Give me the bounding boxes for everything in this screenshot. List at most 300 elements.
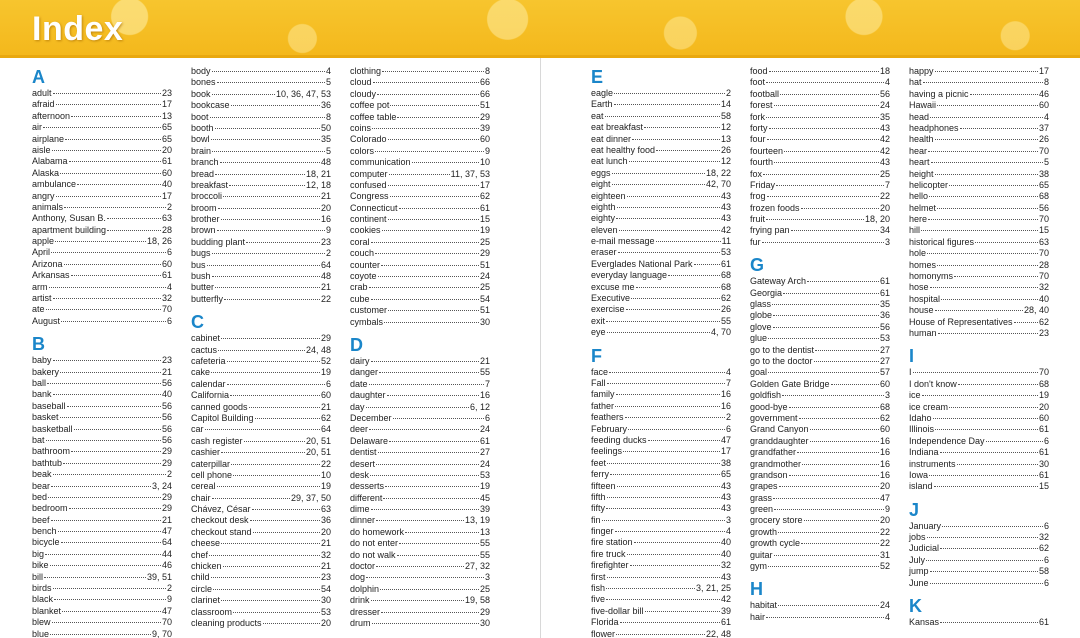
entry-term: confused (350, 179, 387, 190)
index-entry (591, 156, 731, 167)
dot-leader (929, 196, 1038, 197)
entry-pages: 61 (720, 617, 731, 628)
entry-term: budding plant (191, 236, 246, 247)
entry-term: April (32, 247, 51, 258)
entry-term: family (591, 389, 615, 400)
entry-term: coffee table (350, 111, 397, 122)
entry-pages: 26 (720, 144, 731, 155)
entry-term: cookies (350, 225, 381, 236)
index-entry (591, 458, 731, 469)
entry-term: hospital (909, 293, 941, 304)
entry-pages: 54 (479, 293, 490, 304)
dot-leader (233, 475, 320, 476)
index-entry (591, 481, 731, 492)
index-entry (191, 112, 331, 123)
entry-pages: 16 (720, 389, 731, 400)
entry-term: January (909, 520, 942, 531)
dot-leader (935, 429, 1038, 430)
index-entry (591, 327, 731, 338)
section-letter-c: C (191, 312, 204, 333)
entry-pages: 3 (884, 390, 890, 401)
entry-pages: 48 (320, 157, 331, 168)
dot-leader (67, 406, 161, 407)
dot-leader (217, 486, 320, 487)
index-entry (591, 213, 731, 224)
entry-term: I don't know (909, 378, 957, 389)
dot-leader (65, 139, 161, 140)
dot-leader (229, 185, 305, 186)
index-entry (350, 470, 490, 481)
entry-term: goal (750, 367, 768, 378)
entry-term: butter (191, 282, 215, 293)
entry-pages: 32 (161, 293, 172, 304)
entry-pages: 14 (720, 99, 731, 110)
index-entry (350, 169, 490, 180)
entry-term: afternoon (32, 110, 71, 121)
entry-pages: 60 (161, 258, 172, 269)
index-entry (191, 77, 331, 88)
index-entry (191, 584, 331, 595)
dot-leader (797, 452, 879, 453)
entry-pages: 47 (161, 526, 172, 537)
dot-leader (807, 281, 879, 282)
dot-leader (774, 105, 879, 106)
entry-pages: 26 (720, 304, 731, 315)
index-entry (591, 549, 731, 560)
index-entry (191, 413, 331, 424)
entry-pages: 3, 24 (151, 480, 172, 491)
entry-term: Colorado (350, 134, 387, 145)
entry-term: air (32, 122, 43, 133)
dot-leader (931, 162, 1043, 163)
entry-pages: 61 (479, 202, 490, 213)
entry-pages: 17 (161, 190, 172, 201)
entry-pages: 56 (161, 434, 172, 445)
index-entry (191, 470, 331, 481)
entry-pages: 6 (325, 378, 331, 389)
entry-term: e-mail message (591, 236, 655, 247)
entry-term: dresser (350, 606, 381, 617)
dot-leader (766, 617, 884, 618)
dot-leader (815, 350, 879, 351)
entry-pages: 19 (479, 481, 490, 492)
entry-pages: 70 (1038, 367, 1049, 378)
dot-leader (935, 139, 1038, 140)
index-entry (32, 304, 172, 315)
dot-leader (376, 520, 464, 521)
index-column-3 (350, 66, 490, 629)
entry-pages: 12 (720, 122, 731, 133)
dot-leader (629, 161, 720, 162)
index-entry (191, 424, 331, 435)
entry-pages: 27, 32 (464, 561, 490, 572)
dot-leader (77, 184, 161, 185)
dot-leader (941, 299, 1038, 300)
entry-pages: 42 (879, 145, 890, 156)
entry-term: fire truck (591, 548, 626, 559)
entry-pages: 60 (320, 390, 331, 401)
dot-leader (221, 219, 320, 220)
index-entry (591, 99, 731, 110)
index-entry (350, 214, 490, 225)
entry-term: fire station (591, 537, 633, 548)
index-entry (350, 424, 490, 435)
index-entry (32, 481, 172, 492)
dot-leader (371, 299, 479, 300)
index-column-6 (909, 66, 1049, 628)
entry-pages: 5 (1043, 157, 1049, 168)
index-entry (350, 146, 490, 157)
entry-term: counter (350, 259, 381, 270)
dot-leader (928, 151, 1038, 152)
entry-term: fifth (591, 491, 606, 502)
entry-pages: 43 (720, 480, 731, 491)
entry-pages: 18, 20 (864, 214, 890, 225)
index-entry (591, 270, 731, 281)
dot-leader (615, 406, 720, 407)
entry-pages: 40 (720, 548, 731, 559)
entry-term: cabinet (191, 333, 221, 344)
entry-term: black (32, 594, 54, 605)
index-entry (750, 66, 890, 77)
dot-leader (617, 207, 720, 208)
index-entry (32, 560, 172, 571)
entry-term: car (191, 424, 204, 435)
entry-pages: 23 (1038, 327, 1049, 338)
dot-leader (69, 508, 161, 509)
dot-leader (382, 230, 479, 231)
entry-pages: 9 (325, 225, 331, 236)
index-entry (909, 543, 1049, 554)
entry-pages: 55 (479, 367, 490, 378)
entry-pages: 61 (161, 156, 172, 167)
entry-pages: 35 (879, 299, 890, 310)
entry-pages: 65 (720, 469, 731, 480)
entry-pages: 16 (479, 390, 490, 401)
entry-pages: 35 (320, 134, 331, 145)
dot-leader (43, 127, 161, 128)
entry-pages: 61 (1038, 617, 1049, 628)
index-entry (350, 66, 490, 77)
index-entry (32, 367, 172, 378)
entry-term: California (191, 390, 230, 401)
entry-pages: 32 (1038, 532, 1049, 543)
entry-pages: 39 (720, 605, 731, 616)
entry-term: ice (909, 390, 921, 401)
dot-leader (366, 577, 484, 578)
entry-pages: 65 (1038, 179, 1049, 190)
index-entry (32, 389, 172, 400)
dot-leader (606, 321, 720, 322)
entry-term: bugs (191, 248, 211, 259)
index-entry (191, 493, 331, 504)
index-entry (191, 481, 331, 492)
dot-leader (922, 395, 1038, 396)
entry-pages: 45 (479, 492, 490, 503)
entry-term: crab (350, 282, 368, 293)
entry-term: bones (191, 77, 216, 88)
dot-leader (609, 372, 725, 373)
entry-pages: 22 (320, 293, 331, 304)
index-entry (591, 492, 731, 503)
dot-leader (50, 634, 151, 635)
dot-leader (774, 555, 879, 556)
index-entry (591, 88, 731, 99)
entry-term: coins (350, 122, 372, 133)
entry-term: cloud (350, 77, 372, 88)
index-entry (350, 447, 490, 458)
section-letter-i: I (909, 346, 915, 367)
dot-leader (913, 372, 1038, 373)
dot-leader (223, 566, 320, 567)
entry-term: hear (909, 145, 928, 156)
dot-leader (212, 498, 290, 499)
entry-pages: 57 (879, 367, 890, 378)
dot-leader (810, 441, 879, 442)
index-entry (191, 294, 331, 305)
index-entry (350, 356, 490, 367)
index-entry (32, 88, 172, 99)
index-entry (591, 617, 731, 628)
dot-leader (61, 542, 161, 543)
entry-pages: 32 (320, 549, 331, 560)
dot-leader (51, 520, 161, 521)
dot-leader (221, 543, 320, 544)
entry-pages: 18, 21 (305, 168, 331, 179)
entry-pages: 5 (325, 77, 331, 88)
dot-leader (371, 509, 479, 510)
dot-leader (375, 151, 484, 152)
index-entry (32, 293, 172, 304)
dot-leader (371, 600, 464, 601)
dot-leader (804, 520, 879, 521)
dot-leader (616, 218, 720, 219)
entry-pages: 68 (879, 401, 890, 412)
entry-pages: 16 (879, 447, 890, 458)
entry-pages: 61 (879, 287, 890, 298)
index-entry (32, 355, 172, 366)
index-entry (909, 424, 1049, 435)
dot-leader (223, 196, 320, 197)
dot-leader (366, 407, 469, 408)
index-entry (32, 503, 172, 514)
entry-term: grocery store (750, 515, 803, 526)
entry-term: cactus (191, 344, 218, 355)
dot-leader (55, 241, 146, 242)
index-entry (32, 179, 172, 190)
entry-term: exercise (591, 304, 625, 315)
dot-leader (954, 276, 1038, 277)
index-entry (750, 612, 890, 623)
entry-pages: 19 (320, 481, 331, 492)
entry-pages: 6 (1043, 577, 1049, 588)
index-entry (191, 248, 331, 259)
entry-pages: 42 (720, 594, 731, 605)
entry-term: eat lunch (591, 156, 628, 167)
entry-pages: 43 (720, 503, 731, 514)
entry-term: Everglades National Park (591, 258, 693, 269)
entry-term: Anthony, Susan B. (32, 213, 106, 224)
entry-term: heart (909, 157, 930, 168)
index-entry (350, 550, 490, 561)
dot-leader (211, 577, 320, 578)
entry-term: Arkansas (32, 270, 70, 281)
entry-term: Independence Day (909, 435, 985, 446)
entry-term: forty (750, 122, 768, 133)
entry-term: airplane (32, 133, 65, 144)
index-entry (32, 236, 172, 247)
entry-term: Alabama (32, 156, 68, 167)
index-entry (191, 333, 331, 344)
index-entry (591, 515, 731, 526)
index-entry (750, 322, 890, 333)
dot-leader (774, 509, 884, 510)
page-gutter (540, 58, 541, 638)
index-entry (750, 310, 890, 321)
index-entry (591, 202, 731, 213)
dot-leader (935, 310, 1023, 311)
index-entry (909, 123, 1049, 134)
index-entry (909, 447, 1049, 458)
dot-leader (60, 417, 161, 418)
index-entry (591, 594, 731, 605)
dot-leader (607, 497, 720, 498)
index-entry (32, 225, 172, 236)
dot-leader (377, 94, 479, 95)
dot-leader (769, 71, 879, 72)
entry-term: happy (909, 66, 934, 76)
entry-term: go to the doctor (750, 355, 813, 366)
entry-term: jump (909, 566, 929, 577)
entry-pages: 40 (161, 389, 172, 400)
index-entry (191, 527, 331, 538)
entry-term: feet (591, 457, 607, 468)
index-entry (750, 413, 890, 424)
entry-pages: 53 (879, 333, 890, 344)
entry-term: habitat (750, 600, 778, 611)
entry-term: Grand Canyon (750, 424, 809, 435)
entry-pages: 8 (484, 66, 490, 76)
entry-term: glue (750, 333, 768, 344)
entry-term: grandson (750, 469, 788, 480)
entry-pages: 65 (161, 133, 172, 144)
index-entry (909, 203, 1049, 214)
dot-leader (1014, 322, 1038, 323)
dot-leader (376, 464, 479, 465)
dot-leader (975, 242, 1038, 243)
entry-term: finger (591, 526, 614, 537)
entry-term: headphones (909, 122, 959, 133)
entry-term: frog (750, 191, 766, 202)
dot-leader (799, 418, 879, 419)
entry-pages: 29 (479, 111, 490, 122)
dot-leader (928, 219, 1038, 220)
index-entry (750, 527, 890, 538)
entry-pages: 61 (879, 276, 890, 287)
entry-pages: 7 (884, 179, 890, 190)
entry-term: good-bye (750, 401, 788, 412)
dot-leader (249, 407, 320, 408)
entry-pages: 28 (1038, 259, 1049, 270)
index-entry (750, 203, 890, 214)
entry-term: hole (909, 248, 927, 259)
entry-term: government (750, 412, 798, 423)
index-entry (32, 572, 172, 583)
entry-term: cake (191, 367, 211, 378)
index-column-5 (750, 66, 890, 623)
entry-pages: 24, 48 (305, 344, 331, 355)
dot-leader (378, 276, 479, 277)
index-entry (591, 583, 731, 594)
dot-leader (610, 474, 720, 475)
dot-leader (48, 497, 161, 498)
dot-leader (369, 287, 479, 288)
entry-term: ferry (591, 469, 609, 480)
index-entry (32, 259, 172, 270)
entry-term: cereal (191, 481, 216, 492)
index-entry (32, 168, 172, 179)
entry-term: excuse me (591, 281, 635, 292)
entry-pages: 28 (161, 224, 172, 235)
entry-pages: 32 (720, 560, 731, 571)
dot-leader (768, 338, 879, 339)
index-entry (750, 436, 890, 447)
entry-pages: 70 (1038, 271, 1049, 282)
index-entry (350, 112, 490, 123)
index-entry (350, 390, 490, 401)
entry-term: Illinois (909, 424, 935, 435)
entry-term: bedroom (32, 503, 68, 514)
dot-leader (389, 441, 479, 442)
dot-leader (52, 622, 161, 623)
entry-term: checkout desk (191, 515, 249, 526)
index-entry (191, 100, 331, 111)
entry-pages: 21 (320, 401, 331, 412)
entry-term: brain (191, 145, 212, 156)
dot-leader (390, 196, 479, 197)
dot-leader (381, 265, 479, 266)
entry-pages: 10 (320, 469, 331, 480)
entry-pages: 4 (725, 366, 731, 377)
index-entry (191, 260, 331, 271)
dot-leader (378, 452, 479, 453)
index-entry (350, 89, 490, 100)
dot-leader (49, 287, 166, 288)
entry-term: cell phone (191, 469, 233, 480)
dot-leader (69, 161, 161, 162)
entry-pages: 30 (1038, 458, 1049, 469)
entry-pages: 16 (879, 458, 890, 469)
dot-leader (935, 174, 1038, 175)
dot-leader (221, 600, 320, 601)
index-entry (750, 481, 890, 492)
entry-pages: 30 (479, 617, 490, 628)
entry-pages: 66 (479, 77, 490, 88)
dot-leader (607, 463, 720, 464)
entry-term: eighteen (591, 190, 626, 201)
entry-pages: 60 (879, 424, 890, 435)
dot-leader (766, 82, 884, 83)
dot-leader (382, 71, 484, 72)
entry-pages: 29 (479, 248, 490, 259)
entry-term: Earth (591, 99, 613, 110)
dot-leader (252, 509, 320, 510)
dot-leader (656, 241, 721, 242)
entry-term: Gateway Arch (750, 276, 807, 287)
entry-term: glove (750, 321, 772, 332)
index-entry (32, 424, 172, 435)
dot-leader (930, 287, 1038, 288)
